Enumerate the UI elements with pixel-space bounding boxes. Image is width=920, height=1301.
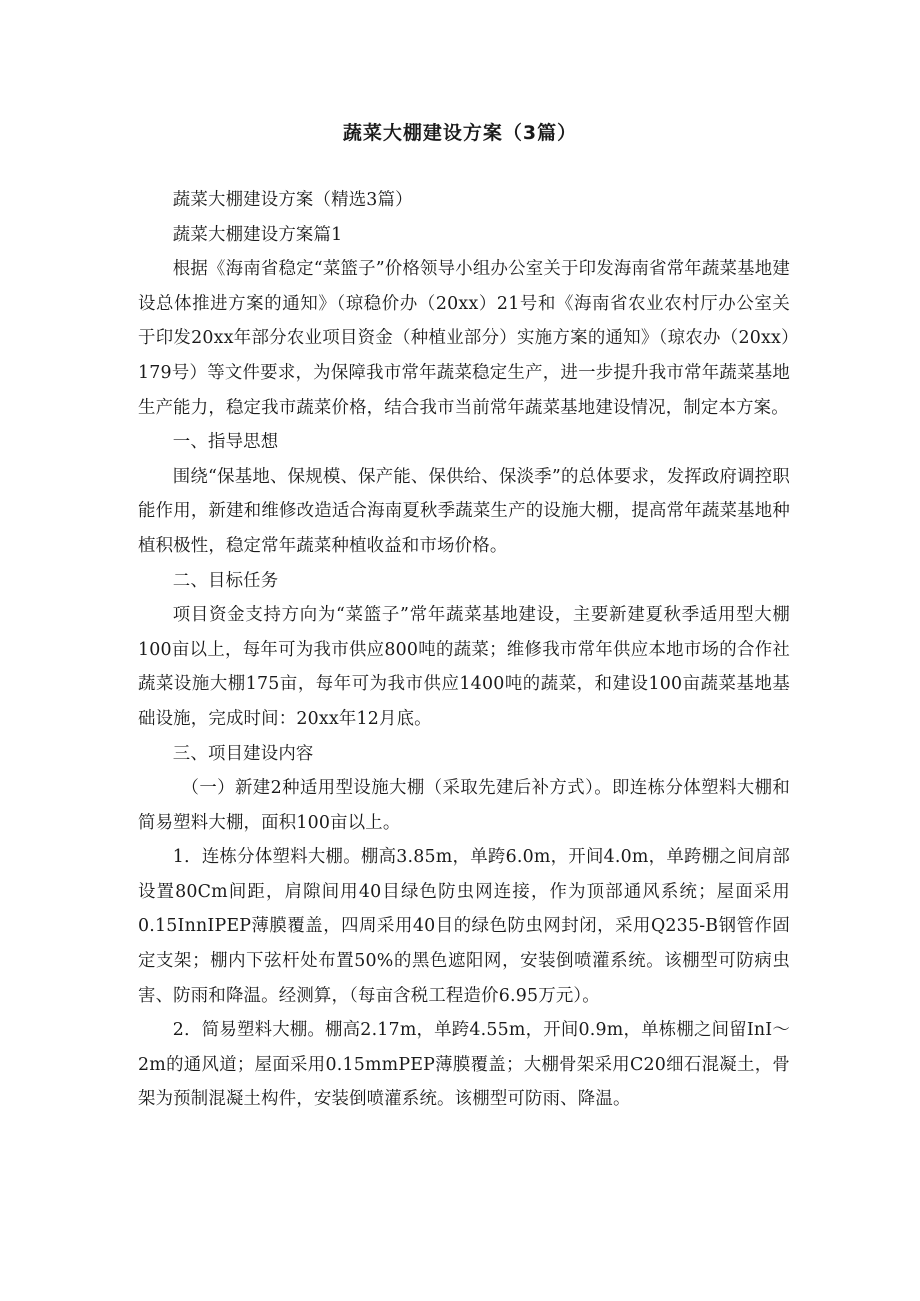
heading-guiding-ideology: 一、指导思想 bbox=[172, 432, 279, 453]
simple-greenhouse-paragraph: 2．简易塑料大棚。棚高2.17m，单跨4.55m，开间0.9m，单栋棚之间留InI～2m的通风道；屋面采用0.15mmPEP薄膜覆盖；大棚骨架采用C20细石混凝土，骨架为预制混凝土构件，安装倒喷灌系统。该棚型可防雨、降温。 bbox=[138, 1020, 790, 1110]
document-body bbox=[138, 183, 790, 1117]
multi-span-greenhouse-paragraph: 1．连栋分体塑料大棚。棚高3.85m，单跨6.0m，开间4.0m，单跨棚之间肩部设置80Cm间距，肩隙间用40目绿色防虫网连接，作为顶部通风系统；屋面采用0.15InnIPEP薄膜覆盖，四周采用40目的绿色防虫网封闭，采用Q235-B钢管作固定支架；棚内下弦杆处布置50%的黑色遮阳网，安装倒喷灌系统。该棚型可防病虫害、防雨和降温。经测算，（每亩含税工程造价6.95万元）。 bbox=[138, 847, 790, 1006]
construction-item-1-paragraph: （一）新建2种适用型设施大棚（采取先建后补方式）。即连栋分体塑料大棚和简易塑料大棚，面积100亩以上。 bbox=[138, 778, 790, 833]
document-title: 蔬菜大棚建设方案（3篇） bbox=[342, 122, 578, 144]
heading-construction-content: 三、项目建设内容 bbox=[172, 743, 314, 764]
heading-objectives: 二、目标任务 bbox=[172, 570, 279, 591]
objectives-paragraph: 项目资金支持方向为“菜篮子”常年蔬菜基地建设，主要新建夏秋季适用型大棚100亩以上，每年可为我市供应800吨的蔬菜；维修我市常年供应本地市场的合作社蔬菜设施大棚175亩，每年可为我市供应1400吨的蔬菜，和建设100亩蔬菜基地基础设施，完成时间：20xx年12月底。 bbox=[138, 605, 790, 729]
guiding-ideology-paragraph: 围绕“保基地、保规模、保产能、保供给、保淡季”的总体要求，发挥政府调控职能作用，新建和维修改造适合海南夏秋季蔬菜生产的设施大棚，提高常年蔬菜基地种植积极性，稳定常年蔬菜种植收益和市场价格。 bbox=[138, 466, 790, 556]
subtitle-paragraph: 蔬菜大棚建设方案（精选3篇） bbox=[172, 190, 413, 210]
section-heading-part1: 蔬菜大棚建设方案篇1 bbox=[172, 224, 343, 245]
intro-paragraph: 根据《海南省稳定“菜篮子”价格领导小组办公室关于印发海南省常年蔬菜基地建设总体推进方案的通知》（琼稳价办（20xx）21号和《海南省农业农村厅办公室关于印发20xx年部分农业项目资金（种植业部分）实施方案的通知》（琼农办（20xx）179号）等文件要求，为保障我市常年蔬菜稳定生产，进一步提升我市常年蔬菜基地生产能力，稳定我市蔬菜价格，结合我市当前常年蔬菜基地建设情况，制定本方案。 bbox=[138, 259, 790, 418]
